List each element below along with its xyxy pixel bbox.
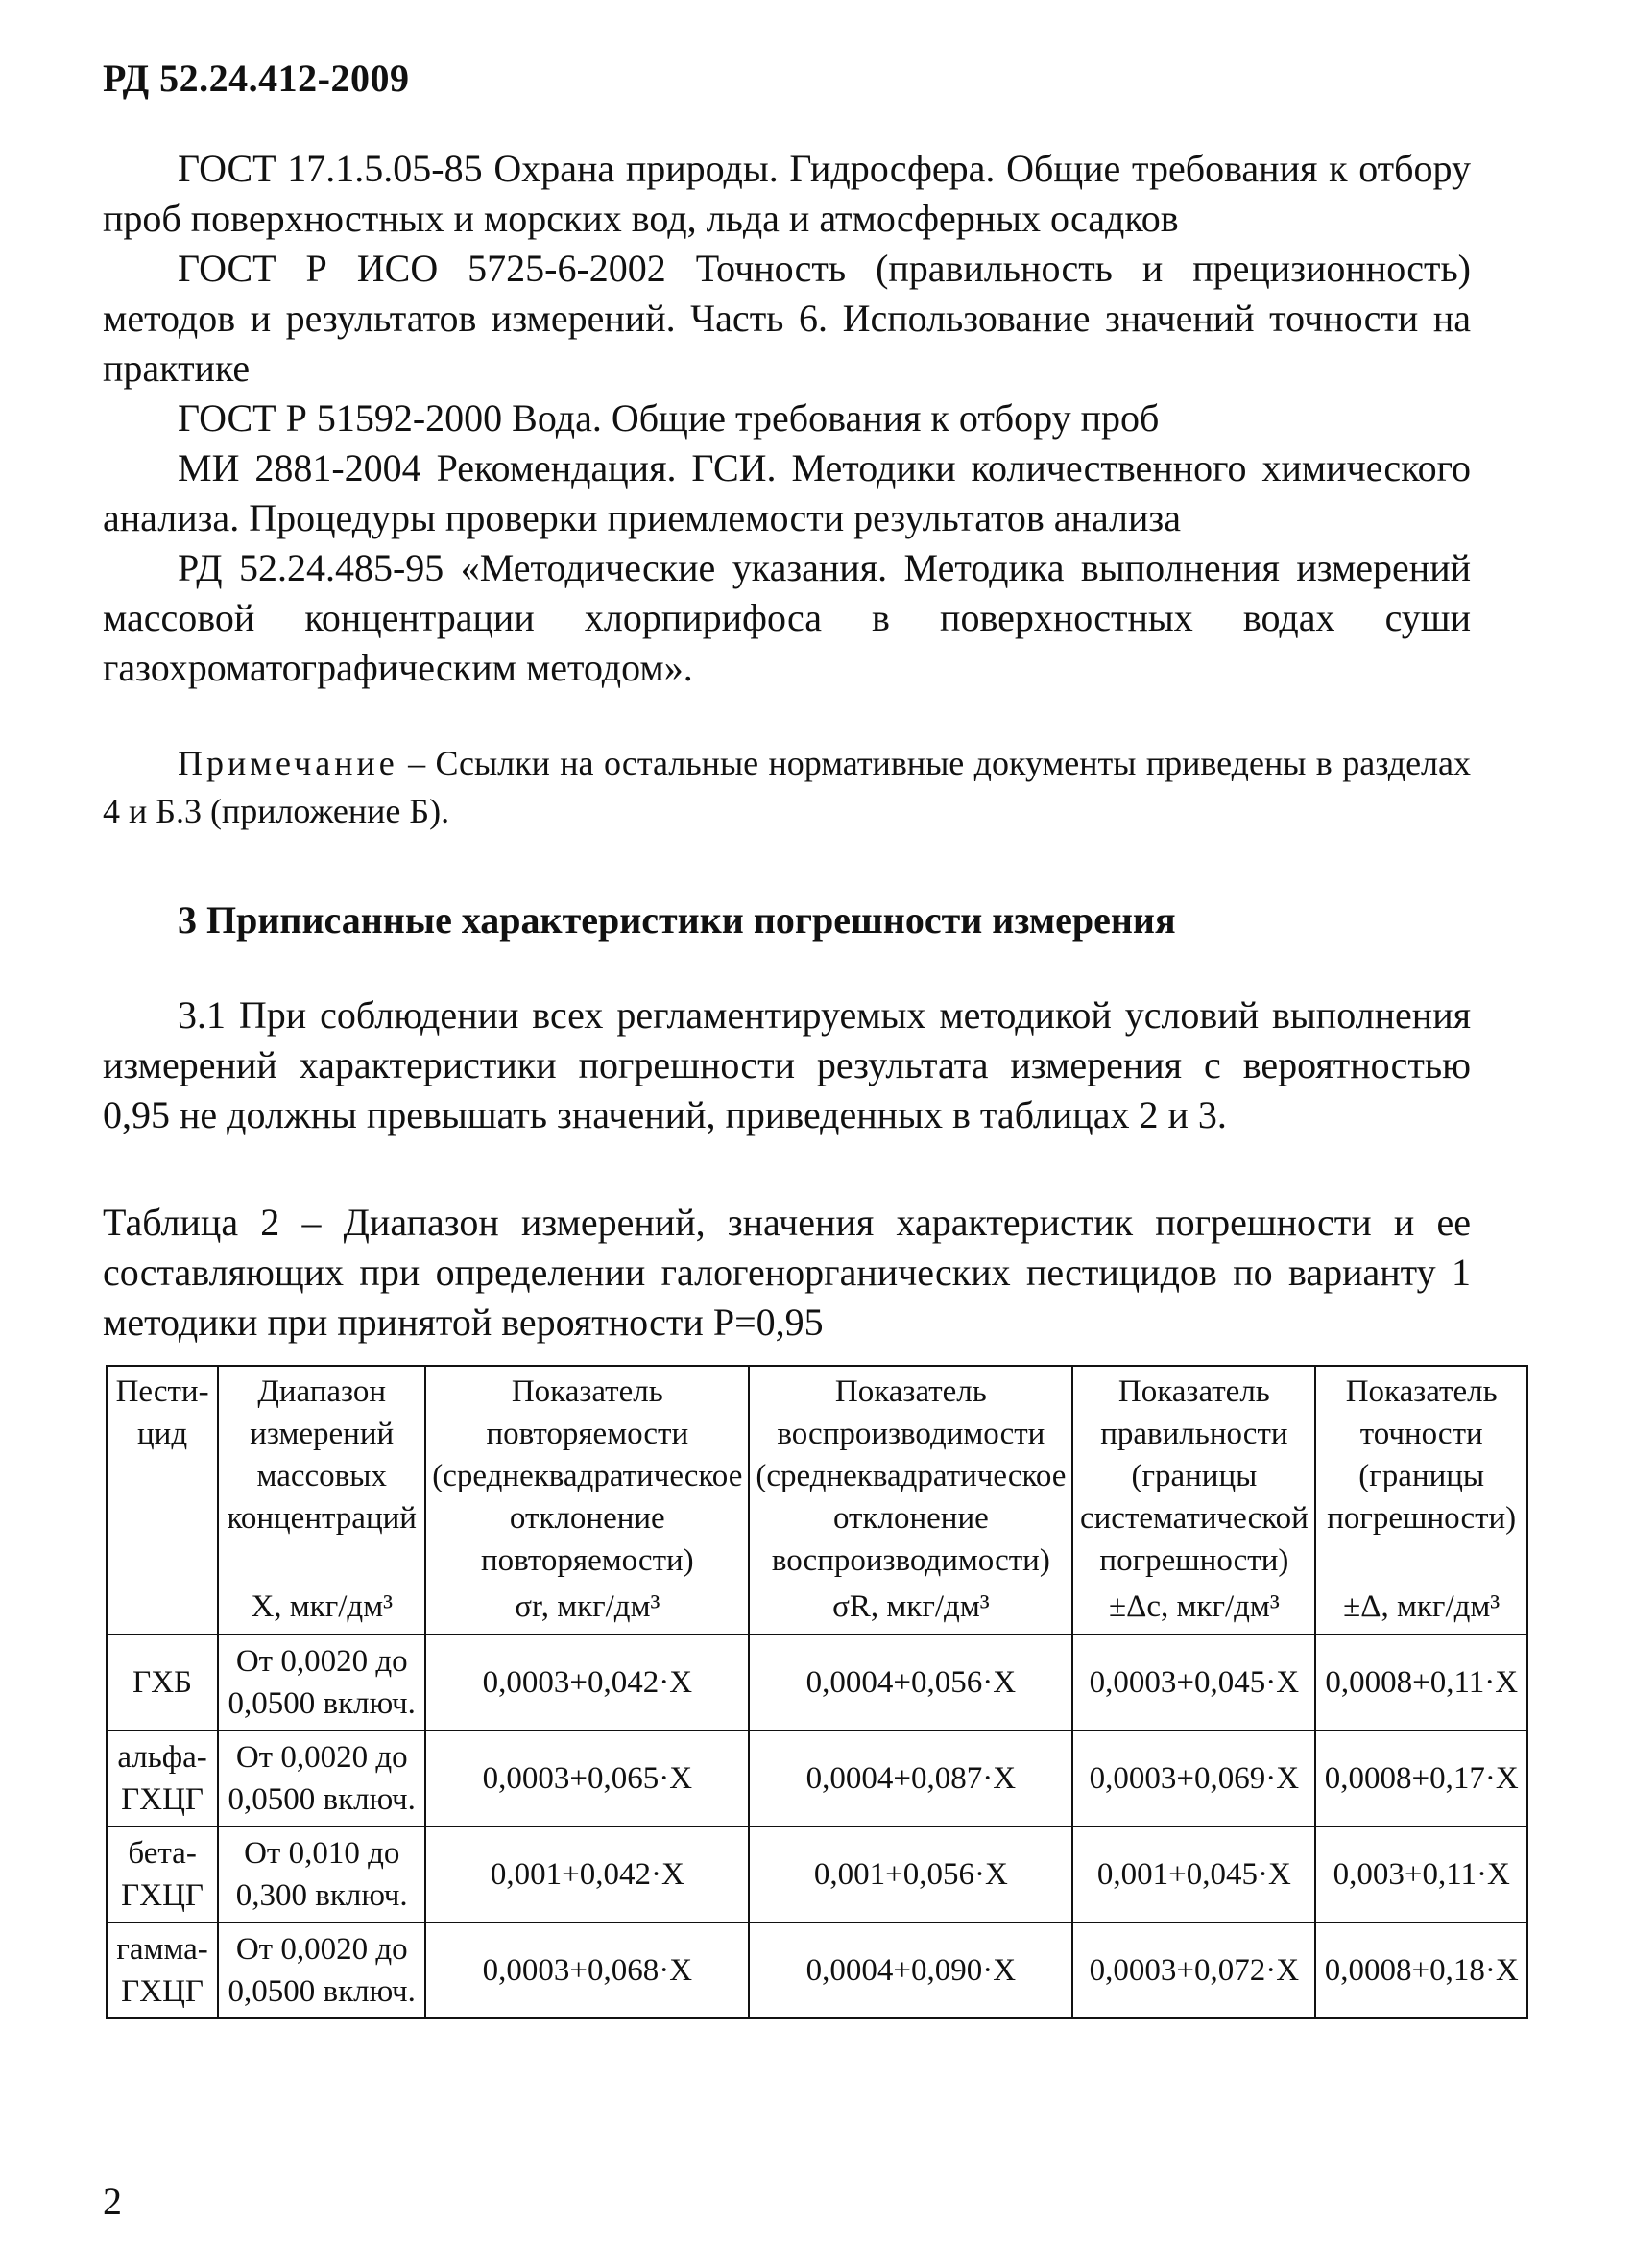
table-unit-row (107, 1586, 1527, 1635)
column-header: Показатель воспроизводимости (среднеквадратическое отклонение воспроизводимости) (749, 1366, 1072, 1586)
table-cell: 0,0003+0,072·X (1072, 1922, 1315, 2018)
column-unit (107, 1586, 218, 1635)
table-row (107, 1731, 1527, 1826)
column-header: Диапазон измерений массовых концентраций (218, 1366, 425, 1586)
reference-item: ГОСТ Р ИСО 5725-6-2002 Точность (правильность и прецизионность) методов и результатов измерений. Часть 6. Использование значений точности на практике (103, 247, 1471, 390)
note-paragraph (103, 739, 1471, 835)
table-cell: От 0,0020 до 0,0500 включ. (218, 1635, 425, 1731)
table-cell: ГХБ (107, 1635, 218, 1731)
section-heading: 3 Приписанные характеристики погрешности измерения (178, 898, 1176, 942)
note-block (103, 739, 1471, 835)
table-cell: 0,0003+0,069·X (1072, 1731, 1315, 1826)
column-unit: ±Δc, мкг/дм³ (1072, 1586, 1315, 1635)
table-cell: бета-ГХЦГ (107, 1826, 218, 1922)
reference-item: ГОСТ Р 51592-2000 Вода. Общие требования к отбору проб (178, 396, 1160, 440)
table-cell: От 0,0020 до 0,0500 включ. (218, 1922, 425, 2018)
table-cell: 0,0003+0,065·X (425, 1731, 749, 1826)
column-unit: σr, мкг/дм³ (425, 1586, 749, 1635)
table-caption: Таблица 2 – Диапазон измерений, значения характеристик погрешности и ее составляющих при определении галогенорганических пестицидов по варианту 1 методики при принятой вероятности P=0,95 (103, 1201, 1471, 1344)
table-cell: альфа-ГХЦГ (107, 1731, 218, 1826)
table-cell: От 0,0020 до 0,0500 включ. (218, 1731, 425, 1826)
table-cell: гамма-ГХЦГ (107, 1922, 218, 2018)
table-cell: 0,001+0,045·X (1072, 1826, 1315, 1922)
table-cell: 0,0008+0,11·X (1315, 1635, 1527, 1731)
table-cell: 0,003+0,11·X (1315, 1826, 1527, 1922)
table-cell: 0,0008+0,18·X (1315, 1922, 1527, 2018)
note-label: Примечание (178, 744, 398, 782)
column-header: Показатель правильности (границы систематической погрешности) (1072, 1366, 1315, 1586)
table-row (107, 1826, 1527, 1922)
column-header: Показатель точности (границы погрешности) (1315, 1366, 1527, 1586)
page-number: 2 (103, 2180, 122, 2223)
column-header: Показатель повторяемости (среднеквадратическое отклонение повторяемости) (425, 1366, 749, 1586)
column-unit: ±Δ, мкг/дм³ (1315, 1586, 1527, 1635)
accuracy-table (106, 1365, 1528, 2019)
table-cell: 0,0003+0,045·X (1072, 1635, 1315, 1731)
clause-paragraph: 3.1 При соблюдении всех регламентируемых методикой условий выполнения измерений характеристики погрешности результата измерения с вероятностью 0,95 не должны превышать значений, приведенных в таблицах 2 и 3. (103, 993, 1471, 1136)
table-cell: От 0,010 до 0,300 включ. (218, 1826, 425, 1922)
table-cell: 0,0003+0,068·X (425, 1922, 749, 2018)
reference-item: РД 52.24.485-95 «Методические указания. Методика выполнения измерений массовой концентрации хлорпирифоса в поверхностных водах суши газохроматографическим методом». (103, 546, 1471, 689)
reference-item: ГОСТ 17.1.5.05-85 Охрана природы. Гидросфера. Общие требования к отбору проб поверхностных и морских вод, льда и атмосферных осадков (103, 147, 1471, 240)
table-header-row (107, 1366, 1527, 1586)
column-unit: X, мкг/дм³ (218, 1586, 425, 1635)
column-unit: σR, мкг/дм³ (749, 1586, 1072, 1635)
reference-item: МИ 2881-2004 Рекомендация. ГСИ. Методики количественного химического анализа. Процедуры проверки приемлемости результатов анализа (103, 446, 1471, 539)
table-cell: 0,0008+0,17·X (1315, 1731, 1527, 1826)
normative-references (103, 144, 1471, 693)
table-cell: 0,0004+0,056·X (749, 1635, 1072, 1731)
note-text: – Ссылки на остальные нормативные документы приведены в разделах 4 и Б.3 (приложение Б). (103, 744, 1471, 830)
table-row (107, 1635, 1527, 1731)
table-cell: 0,0004+0,087·X (749, 1731, 1072, 1826)
table-caption-block (103, 1198, 1471, 1348)
document-code: РД 52.24.412-2009 (103, 57, 410, 100)
table-cell: 0,001+0,042·X (425, 1826, 749, 1922)
column-header: Пести-цид (107, 1366, 218, 1586)
clause-block (103, 991, 1471, 1140)
table-cell: 0,0004+0,090·X (749, 1922, 1072, 2018)
table-cell: 0,001+0,056·X (749, 1826, 1072, 1922)
table-cell: 0,0003+0,042·X (425, 1635, 749, 1731)
table-row (107, 1922, 1527, 2018)
